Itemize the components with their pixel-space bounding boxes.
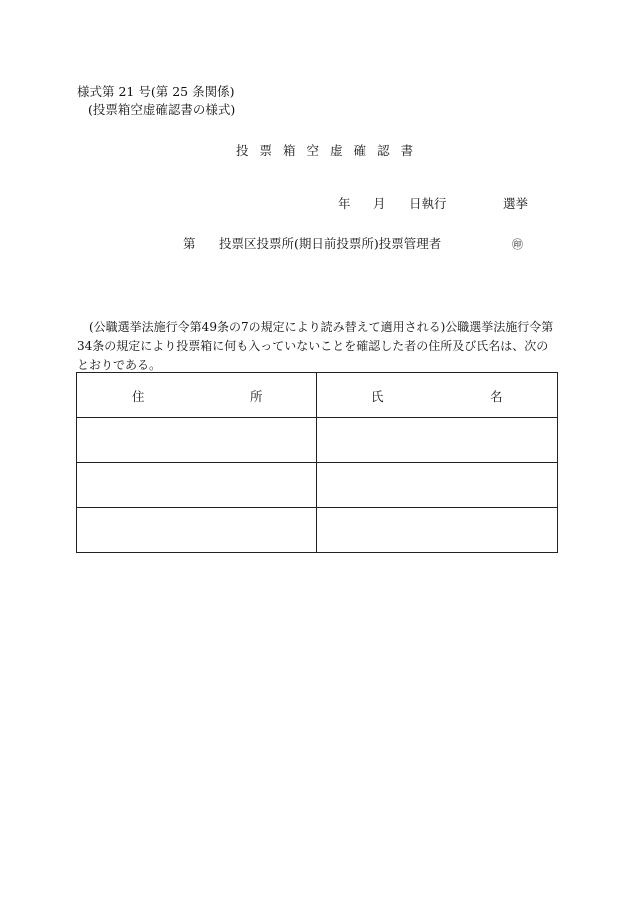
district-number-label: 第 bbox=[183, 236, 196, 251]
name-cell[interactable] bbox=[317, 418, 558, 463]
address-header-char-2: 所 bbox=[250, 389, 263, 404]
title-char: 票 bbox=[259, 143, 273, 158]
election-label: 選挙 bbox=[503, 196, 529, 211]
seal-icon: ㊞ bbox=[512, 238, 523, 251]
polling-manager-label: 投票区投票所(期日前投票所)投票管理者 bbox=[219, 236, 442, 251]
name-cell[interactable] bbox=[317, 463, 558, 508]
name-header bbox=[317, 373, 558, 418]
title-char: 投 bbox=[236, 143, 249, 158]
address-header bbox=[77, 373, 317, 418]
title-char: 認 bbox=[377, 143, 390, 158]
body-paragraph bbox=[77, 318, 555, 375]
name-header-char-2: 名 bbox=[490, 389, 503, 404]
name-cell[interactable] bbox=[317, 508, 558, 553]
title-char: 空 bbox=[306, 143, 320, 158]
address-name-table bbox=[76, 372, 558, 553]
name-header-char-1: 氏 bbox=[371, 389, 384, 404]
address-cell[interactable] bbox=[77, 463, 317, 508]
title-char: 書 bbox=[400, 143, 414, 158]
year-label: 年 bbox=[338, 196, 351, 211]
title-char: 箱 bbox=[283, 143, 296, 158]
form-number: 様式第 21 号(第 25 条関係) bbox=[77, 84, 235, 99]
table-row bbox=[77, 463, 558, 508]
document-title bbox=[236, 141, 413, 159]
table-row bbox=[77, 508, 558, 553]
body-text: (公職選挙法施行令第49条の7の規定により読み替えて適用される)公職選挙法施行令第34条の規定により投票箱に何も入っていないことを確認した者の住所及び氏名は、次のとおりである。 bbox=[77, 320, 554, 372]
address-header-char-1: 住 bbox=[132, 389, 145, 404]
table-header-row bbox=[77, 373, 558, 418]
form-subtitle: (投票箱空虚確認書の様式) bbox=[88, 102, 236, 117]
title-char: 虚 bbox=[330, 143, 343, 158]
address-cell[interactable] bbox=[77, 418, 317, 463]
title-char: 確 bbox=[353, 143, 367, 158]
table-row bbox=[77, 418, 558, 463]
address-cell[interactable] bbox=[77, 508, 317, 553]
month-label: 月 bbox=[373, 196, 386, 211]
day-execution-label: 日執行 bbox=[409, 196, 447, 211]
